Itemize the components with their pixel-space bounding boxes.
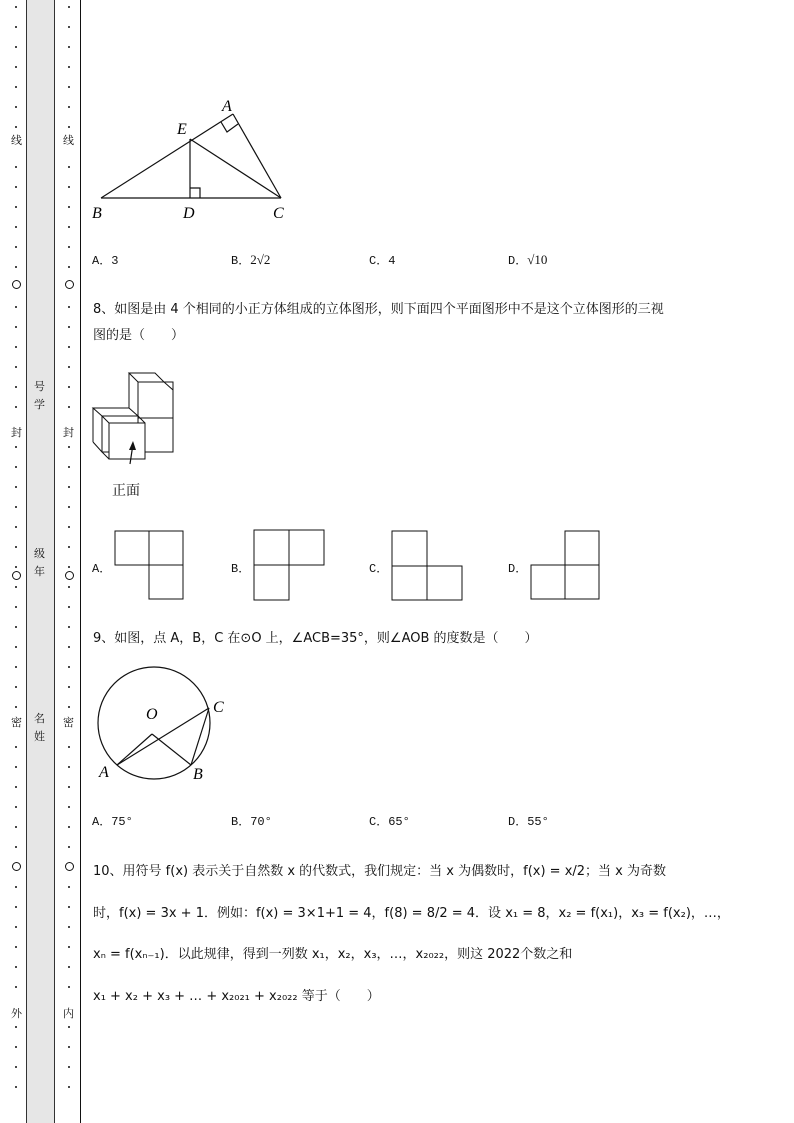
margin-dot	[68, 546, 70, 548]
margin-dot	[68, 346, 70, 348]
q8-option-d[interactable]: D．	[508, 562, 528, 576]
inner-dot-column	[67, 6, 71, 1106]
outer-hole-marker	[12, 862, 21, 871]
q8-option-a[interactable]: A．	[92, 562, 112, 576]
margin-dot	[68, 966, 70, 968]
margin-dot	[68, 106, 70, 108]
q9-text: 9、如图，点 A，B，C 在⊙O 上，∠ACB=35°，则∠AOB 的度数是（ ）	[93, 631, 538, 646]
margin-dot	[15, 766, 17, 768]
margin-dot	[15, 546, 17, 548]
label-c: C	[213, 699, 224, 716]
margin-dot	[15, 1046, 17, 1048]
margin-dot	[68, 406, 70, 408]
label-a: A	[222, 98, 232, 115]
margin-dot	[15, 786, 17, 788]
option-value: 3	[111, 254, 119, 268]
option-letter: A．	[92, 254, 112, 268]
margin-dot	[68, 66, 70, 68]
q9-option-b[interactable]	[231, 812, 272, 829]
outer-hole-marker	[12, 571, 21, 580]
field-exam-number: 号学	[34, 380, 45, 411]
margin-dot	[15, 126, 17, 128]
margin-dot	[15, 826, 17, 828]
q9-option-d[interactable]	[508, 812, 549, 829]
option-value: 65°	[388, 815, 410, 829]
margin-dot	[68, 946, 70, 948]
margin-dot	[68, 566, 70, 568]
margin-border-line	[80, 0, 81, 1123]
q9-option-a[interactable]	[92, 812, 133, 829]
margin-dot	[15, 186, 17, 188]
q8-cube-figure	[90, 368, 180, 468]
margin-dot	[68, 686, 70, 688]
outer-char-feng: 封	[11, 426, 22, 439]
q9-option-c[interactable]	[369, 812, 410, 829]
inner-char-feng: 封	[63, 426, 74, 439]
field-name: 名姓	[34, 712, 45, 743]
label-o: O	[146, 706, 158, 723]
front-view-label: 正面	[112, 483, 140, 499]
margin-dot	[15, 846, 17, 848]
margin-dot	[68, 26, 70, 28]
margin-dot	[68, 626, 70, 628]
margin-dot	[15, 226, 17, 228]
margin-dot	[68, 1086, 70, 1088]
outer-char-xian: 线	[11, 134, 22, 147]
margin-dot	[15, 506, 17, 508]
margin-dot	[15, 326, 17, 328]
margin-dot	[68, 466, 70, 468]
q8-option-b-shape	[253, 529, 327, 603]
margin-dot	[68, 506, 70, 508]
q8-option-c[interactable]: C．	[369, 562, 389, 576]
option-letter: C．	[369, 815, 389, 829]
margin-dot	[15, 646, 17, 648]
outer-dot-column	[14, 6, 18, 1106]
margin-dot	[15, 666, 17, 668]
circle-o	[98, 667, 210, 779]
margin-dot	[15, 166, 17, 168]
label-c: C	[273, 205, 284, 222]
margin-dot	[15, 26, 17, 28]
margin-dot	[68, 706, 70, 708]
q7-option-d[interactable]	[508, 251, 547, 268]
q8-text-line-1: 8、如图是由 4 个相同的小正方体组成的立体图形，则下面四个平面图形中不是这个立体图形的三视	[93, 302, 664, 317]
q10-text-line-1: 10、用符号 f(x) 表示关于自然数 x 的代数式，我们规定：当 x 为偶数时，f(x) = x/2；当 x 为奇数	[93, 864, 667, 879]
margin-dot	[68, 386, 70, 388]
margin-dot	[68, 226, 70, 228]
margin-dot	[15, 526, 17, 528]
q10-text-line-4: x₁ + x₂ + x₃ + … + x₂₀₂₁ + x₂₀₂₂ 等于（ ）	[93, 989, 380, 1004]
label-d: D	[183, 205, 195, 222]
q7-option-b[interactable]	[231, 251, 270, 268]
margin-dot	[68, 826, 70, 828]
margin-dot	[15, 586, 17, 588]
margin-dot	[68, 86, 70, 88]
margin-dot	[15, 886, 17, 888]
right-angle-mark-d	[190, 188, 200, 198]
margin-dot	[68, 326, 70, 328]
margin-dot	[15, 86, 17, 88]
margin-dot	[68, 446, 70, 448]
q7-triangle-figure	[88, 92, 298, 224]
margin-dot	[15, 806, 17, 808]
option-value: 55°	[527, 815, 549, 829]
option-value: 70°	[250, 815, 272, 829]
margin-dot	[68, 586, 70, 588]
option-letter: A．	[92, 815, 112, 829]
margin-dot	[15, 986, 17, 988]
label-b: B	[92, 205, 102, 222]
margin-dot	[15, 1026, 17, 1028]
margin-dot	[68, 1066, 70, 1068]
margin-dot	[68, 246, 70, 248]
option-value: √10	[527, 252, 548, 267]
q8-text-line-2: 图的是（ ）	[93, 328, 185, 343]
margin-dot	[15, 366, 17, 368]
right-angle-mark-a	[221, 122, 238, 132]
segment-ac	[233, 114, 281, 198]
margin-dot	[68, 906, 70, 908]
margin-dot	[68, 646, 70, 648]
margin-dot	[15, 1066, 17, 1068]
margin-dot	[68, 746, 70, 748]
segment-ob	[152, 734, 191, 765]
option-letter: D．	[508, 254, 528, 268]
q10-text-line-2: 时，f(x) = 3x + 1．例如：f(x) = 3×1+1 = 4，f(8) = 8/2 = 4．设 x₁ = 8，x₂ = f(x₁)，x₃ = f(x₂)，…，	[93, 906, 730, 921]
margin-dot	[15, 686, 17, 688]
margin-dot	[68, 806, 70, 808]
margin-dot	[68, 886, 70, 888]
margin-dot	[68, 786, 70, 788]
margin-dot	[15, 706, 17, 708]
margin-dot	[15, 746, 17, 748]
inner-char-xian: 线	[63, 134, 74, 147]
option-letter: B．	[231, 815, 251, 829]
margin-dot	[68, 486, 70, 488]
option-letter: B．	[231, 254, 251, 268]
margin-dot	[15, 266, 17, 268]
margin-dot	[68, 186, 70, 188]
margin-dot	[68, 366, 70, 368]
option-value: 75°	[111, 815, 133, 829]
margin-dot	[68, 1026, 70, 1028]
margin-dot	[15, 106, 17, 108]
margin-dot	[15, 246, 17, 248]
margin-dot	[15, 406, 17, 408]
margin-dot	[68, 666, 70, 668]
outer-char-wai: 外	[11, 1007, 22, 1020]
option-value: 4	[388, 254, 396, 268]
outer-char-mi: 密	[11, 716, 22, 729]
margin-dot	[68, 1046, 70, 1048]
margin-dot	[68, 606, 70, 608]
cube-top-front	[138, 382, 173, 418]
option-letter: C．	[369, 254, 389, 268]
margin-dot	[68, 526, 70, 528]
q7-option-a[interactable]	[92, 251, 118, 268]
margin-dot	[15, 486, 17, 488]
q9-circle-figure	[92, 664, 232, 786]
label-e: E	[177, 121, 187, 138]
segment-cb	[191, 708, 209, 765]
margin-dot	[15, 206, 17, 208]
margin-dot	[15, 606, 17, 608]
margin-dot	[15, 966, 17, 968]
margin-dot	[15, 66, 17, 68]
margin-dot	[15, 46, 17, 48]
margin-dot	[68, 766, 70, 768]
margin-dot	[15, 386, 17, 388]
q10-text-line-3: xₙ = f(xₙ₋₁)．以此规律，得到一列数 x₁，x₂，x₃，…，x₂₀₂₂，则这 2022个数之和	[93, 947, 573, 962]
margin-dot	[15, 926, 17, 928]
margin-dot	[15, 446, 17, 448]
q8-option-d-shape	[530, 530, 602, 602]
segment-ac	[117, 708, 209, 765]
margin-dot	[15, 626, 17, 628]
margin-dot	[68, 926, 70, 928]
margin-dot	[15, 906, 17, 908]
segment-ba	[101, 114, 233, 198]
q8-option-c-shape	[391, 530, 465, 602]
margin-dot	[15, 946, 17, 948]
margin-dot	[68, 266, 70, 268]
q8-option-a-shape	[114, 530, 186, 602]
margin-dot	[15, 1086, 17, 1088]
inner-char-nei: 内	[63, 1007, 74, 1020]
margin-dot	[15, 566, 17, 568]
inner-hole-marker	[65, 571, 74, 580]
margin-dot	[15, 346, 17, 348]
segment-ec	[190, 139, 281, 198]
margin-dot	[68, 6, 70, 8]
cube-top-lid	[129, 373, 164, 382]
margin-dot	[15, 306, 17, 308]
inner-hole-marker	[65, 862, 74, 871]
margin-dot	[68, 846, 70, 848]
inner-hole-marker	[65, 280, 74, 289]
margin-dot	[68, 46, 70, 48]
field-grade: 级年	[34, 547, 45, 578]
q7-option-c[interactable]	[369, 251, 395, 268]
margin-dot	[68, 306, 70, 308]
margin-dot	[15, 466, 17, 468]
margin-dot	[68, 986, 70, 988]
q8-option-b[interactable]: B．	[231, 562, 251, 576]
cube-left-lid	[93, 408, 138, 416]
segment-ao	[117, 734, 152, 765]
inner-char-mi: 密	[63, 716, 74, 729]
label-a: A	[99, 764, 109, 781]
outer-hole-marker	[12, 280, 21, 289]
label-b: B	[193, 766, 203, 783]
margin-dot	[68, 126, 70, 128]
margin-dot	[68, 206, 70, 208]
option-letter: D．	[508, 815, 528, 829]
margin-dot	[68, 166, 70, 168]
option-value: 2√2	[250, 252, 271, 267]
margin-dot	[15, 6, 17, 8]
